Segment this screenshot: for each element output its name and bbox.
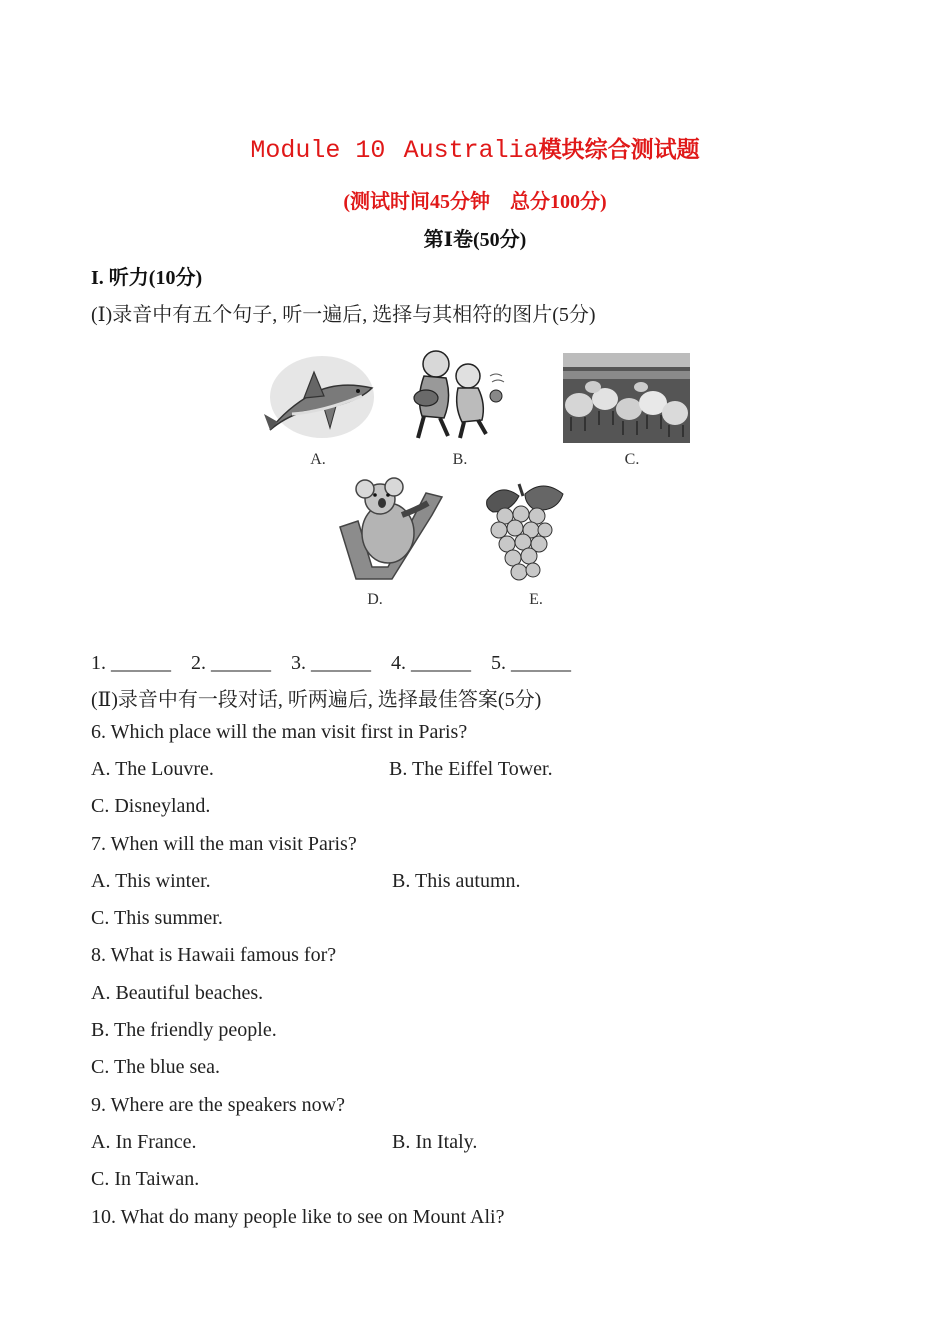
sheep-icon <box>563 353 690 443</box>
shark-icon <box>262 350 380 442</box>
option-a: A. The Louvre. <box>91 758 214 780</box>
test-subtitle: (测试时间45分钟 总分100分) <box>343 191 607 213</box>
question-9-options-ab <box>91 1131 691 1154</box>
option-b: B. In Italy. <box>392 1131 478 1153</box>
option-a: A. Beautiful beaches. <box>91 982 264 1004</box>
grapes-icon <box>481 478 567 584</box>
title-module: Module 10 <box>250 136 386 165</box>
option-a: A. This winter. <box>91 870 211 892</box>
answer-blanks: 1. ______ 2. ______ 3. ______ 4. ______ 5. ______ <box>91 652 571 674</box>
question-6-options-ab <box>91 758 691 781</box>
option-b: B. The Eiffel Tower. <box>389 758 553 780</box>
volume-heading: 第Ⅰ卷(50分) <box>423 229 527 251</box>
page-title <box>0 131 950 165</box>
question-9: 9. Where are the speakers now? <box>91 1094 345 1116</box>
koala-icon <box>332 475 444 583</box>
option-c: C. Disneyland. <box>91 795 211 817</box>
part1-instruction: (Ⅰ)录音中有五个句子, 听一遍后, 选择与其相符的图片(5分) <box>91 304 596 326</box>
picture-label-e: E. <box>529 591 543 608</box>
picture-label-b: B. <box>452 451 468 468</box>
question-8: 8. What is Hawaii famous for? <box>91 944 337 966</box>
picture-label-d: D. <box>367 591 383 608</box>
question-10: 10. What do many people like to see on Mount Ali? <box>91 1206 505 1228</box>
option-a: A. In France. <box>91 1131 197 1153</box>
option-b: B. The friendly people. <box>91 1019 277 1041</box>
option-c: C. In Taiwan. <box>91 1168 200 1190</box>
picture-label-c: C. <box>624 451 640 468</box>
section-heading: I. 听力(10分) <box>91 267 203 289</box>
title-cn: 模块综合测试题 <box>538 137 700 163</box>
title-place: Australia <box>403 136 539 165</box>
rugby-players-icon <box>404 346 514 442</box>
option-c: C. This summer. <box>91 907 223 929</box>
picture-label-a: A. <box>310 451 326 468</box>
part2-instruction: (Ⅱ)录音中有一段对话, 听两遍后, 选择最佳答案(5分) <box>91 689 542 711</box>
option-c: C. The blue sea. <box>91 1056 221 1078</box>
option-b: B. This autumn. <box>392 870 521 892</box>
question-7: 7. When will the man visit Paris? <box>91 833 357 855</box>
question-7-options-ab <box>91 870 691 893</box>
question-6: 6. Which place will the man visit first in Paris? <box>91 721 468 743</box>
